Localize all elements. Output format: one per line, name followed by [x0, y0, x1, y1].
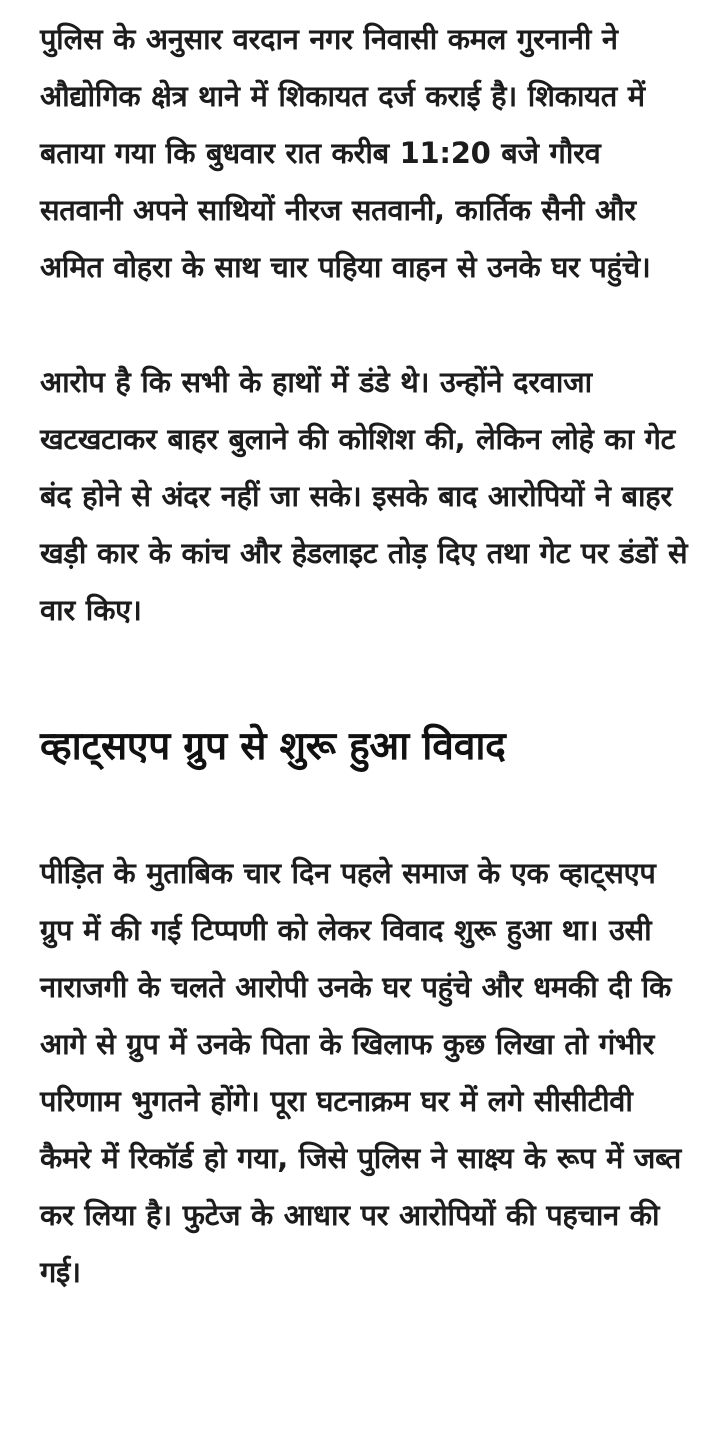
article-body	[40, 0, 690, 1301]
article-paragraph-complaint: पुलिस के अनुसार वरदान नगर निवासी कमल गुरनानी ने औद्योगिक क्षेत्र थाने में शिकायत दर्ज कराई है। शिकायत में बताया गया कि बुधवार रात करीब 11:20 बजे गौरव सतवानी अपने साथियों नीरज सतवानी, कार्तिक सैनी और अमित वोहरा के साथ चार पहिया वाहन से उनके घर पहुंचे।	[40, 22, 651, 284]
article-paragraph-allegation: आरोप है कि सभी के हाथों में डंडे थे। उन्होंने दरवाजा खटखटाकर बाहर बुलाने की कोशिश की, लेकिन लोहे का गेट बंद होने से अंदर नहीं जा सके। इसके बाद आरोपियों ने बाहर खड़ी कार के कांच और हेडलाइट तोड़ दिए तथा गेट पर डंडों से वार किए।	[40, 365, 688, 627]
article-subheading: व्हाट्सएप ग्रुप से शुरू हुआ विवाद	[40, 724, 506, 769]
article-paragraph-whatsapp-dispute: पीड़ित के मुताबिक चार दिन पहले समाज के एक व्हाट्सएप ग्रुप में की गई टिप्पणी को लेकर विवाद शुरू हुआ था। उसी नाराजगी के चलते आरोपी उनके घर पहुंचे और धमकी दी कि आगे से ग्रुप में उनके पिता के खिलाफ कुछ लिखा तो गंभीर परिणाम भुगतने होंगे। पूरा घटनाक्रम घर में लगे सीसीटीवी कैमरे में रिकॉर्ड हो गया, जिसे पुलिस ने साक्ष्य के रूप में जब्त कर लिया है। फुटेज के आधार पर आरोपियों की पहचान की गई।	[40, 856, 681, 1289]
